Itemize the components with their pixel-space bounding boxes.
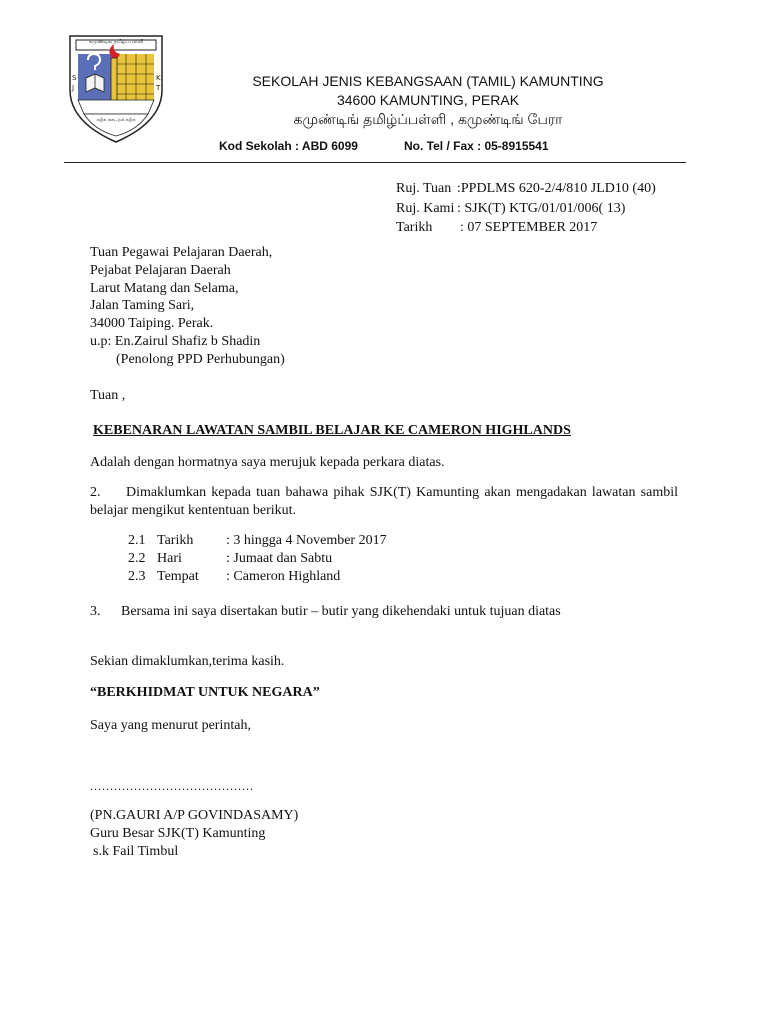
- crest-text-top: கமுண்டிங் தமிழ்ப்பள்ளி: [88, 39, 144, 45]
- school-name: SEKOLAH JENIS KEBANGSAAN (TAMIL) KAMUNTING: [252, 73, 604, 89]
- crest-emblem-icon: [62, 30, 170, 148]
- tarikh-label: Tarikh: [396, 220, 433, 235]
- header-divider: [64, 162, 686, 163]
- intro-paragraph: Adalah dengan hormatnya saya merujuk kepada perkara diatas.: [90, 455, 445, 470]
- school-address: 34600 KAMUNTING, PERAK: [336, 92, 520, 108]
- item-number: 2.3: [128, 569, 146, 584]
- svg-text:T: T: [156, 84, 161, 92]
- signatory-name: (PN.GAURI A/P GOVINDASAMY): [90, 808, 299, 823]
- paragraph-2-number: 2.: [90, 485, 101, 500]
- item-label: Hari: [157, 551, 182, 566]
- paragraph-3-number: 3.: [90, 604, 101, 619]
- closing-motto: “BERKHIDMAT UNTUK NEGARA”: [90, 685, 320, 700]
- subject-heading: KEBENARAN LAWATAN SAMBIL BELAJAR KE CAMERON HIGHLANDS: [93, 423, 571, 438]
- tarikh-value: : 07 SEPTEMBER 2017: [460, 220, 598, 235]
- item-label: Tempat: [157, 569, 199, 584]
- carbon-copy: s.k Fail Timbul: [93, 844, 179, 859]
- paragraph-2-text: Dimaklumkan kepada tuan bahawa pihak SJK(T) Kamunting akan mengadakan lawatan sambil belajar mengikut kententuan berikut.: [90, 485, 678, 518]
- item-value: : Jumaat dan Sabtu: [226, 551, 333, 566]
- paragraph-2: [90, 484, 678, 520]
- phone-fax: No. Tel / Fax : 05-8915541: [404, 139, 549, 153]
- paragraph-3-text: Bersama ini saya disertakan butir – butir yang dikehendaki untuk tujuan diatas: [121, 604, 561, 619]
- item-value: : 3 hingga 4 November 2017: [226, 533, 387, 548]
- item-number: 2.1: [128, 533, 146, 548]
- signatory-title: Guru Besar SJK(T) Kamunting: [90, 826, 266, 841]
- item-label: Tarikh: [157, 533, 194, 548]
- signature-line: .........................................: [90, 779, 254, 793]
- school-crest: [62, 30, 170, 148]
- recipient-line: 34000 Taiping. Perak.: [90, 316, 214, 331]
- closing-yours: Saya yang menurut perintah,: [90, 718, 251, 733]
- ruj-tuan-value: :PPDLMS 620-2/4/810 JLD10 (40): [457, 181, 656, 196]
- svg-text:K: K: [156, 74, 161, 82]
- closing-thanks: Sekian dimaklumkan,terima kasih.: [90, 654, 285, 669]
- svg-text:J: J: [72, 84, 75, 92]
- recipient-line: Pejabat Pelajaran Daerah: [90, 263, 231, 278]
- recipient-line: Jalan Taming Sari,: [90, 298, 195, 313]
- recipient-line: u.p: En.Zairul Shafiz b Shadin: [90, 334, 261, 349]
- ruj-kami-label: Ruj. Kami: [396, 201, 455, 216]
- ruj-tuan-label: Ruj. Tuan: [396, 181, 452, 196]
- recipient-line: Larut Matang dan Selama,: [90, 281, 239, 296]
- item-value: : Cameron Highland: [226, 569, 341, 584]
- ruj-kami-value: : SJK(T) KTG/01/01/006( 13): [457, 201, 626, 216]
- svg-text:S: S: [72, 74, 77, 82]
- school-code: Kod Sekolah : ABD 6099: [219, 139, 358, 153]
- crest-text-bottom: கற்க கசடறக் கற்க: [96, 117, 136, 123]
- recipient-line: Tuan Pegawai Pelajaran Daerah,: [90, 245, 273, 260]
- salutation: Tuan ,: [90, 388, 126, 403]
- school-tamil-name: கமுண்டிங் தமிழ்ப்பள்ளி , கமுண்டிங் பேரா: [293, 111, 563, 127]
- recipient-line: (Penolong PPD Perhubungan): [116, 352, 285, 367]
- item-number: 2.2: [128, 551, 146, 566]
